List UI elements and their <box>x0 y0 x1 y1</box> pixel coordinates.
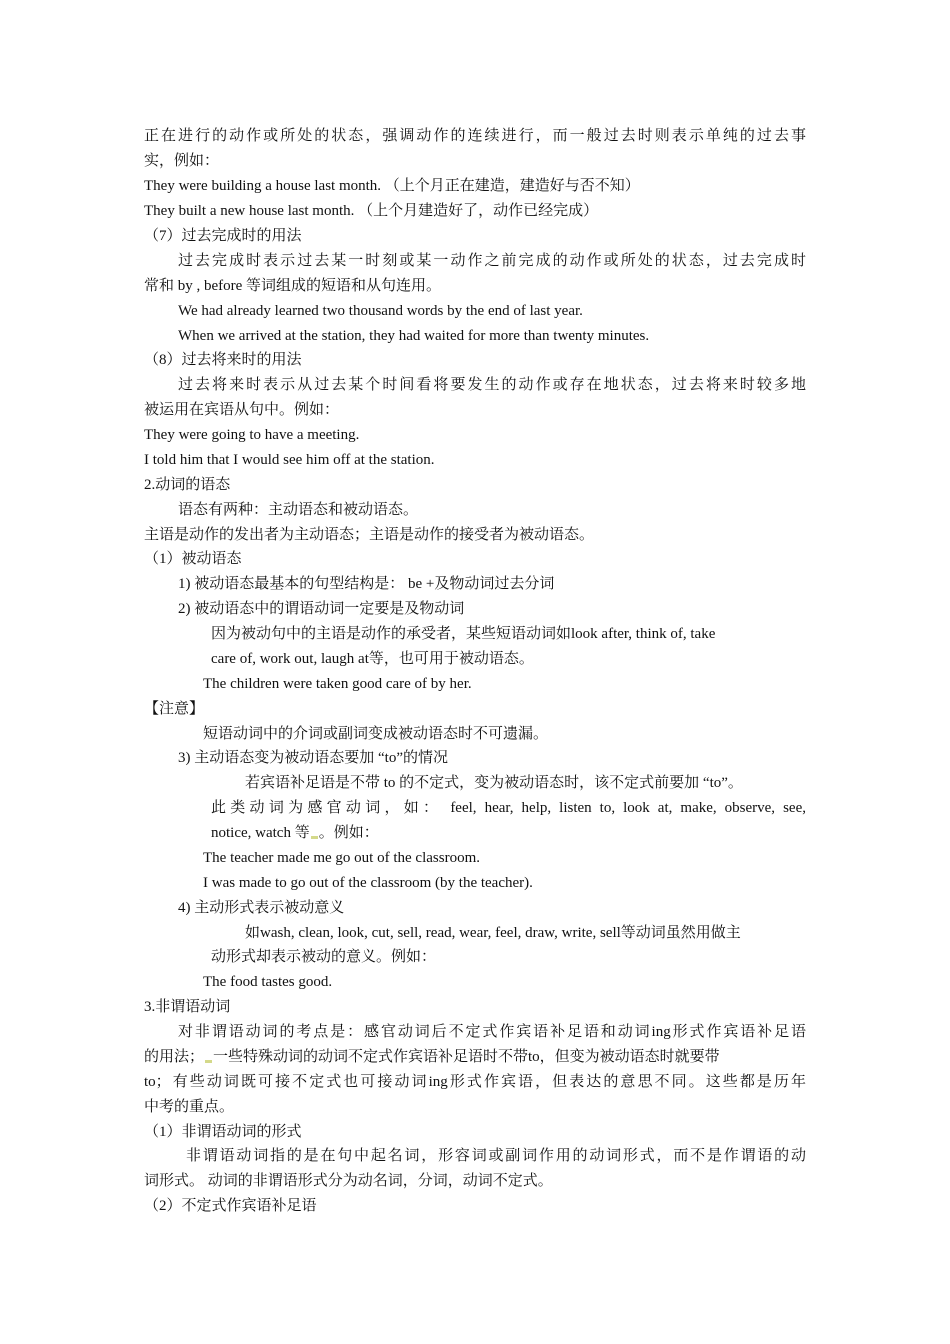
text-line <box>211 823 379 843</box>
text-line: to；有些动词既可接不定式也可接动词ing形式作宾语，但表达的意思不同。这些都是历年 <box>144 1074 806 1090</box>
example-sentence: I told him that I would see him off at the station. <box>144 452 435 468</box>
list-item: 1) 被动语态最基本的句型结构是： be +及物动词过去分词 <box>178 576 555 592</box>
highlight-mark <box>311 836 318 839</box>
example-sentence: When we arrived at the station, they had waited for more than twenty minutes. <box>178 328 650 344</box>
text-line: 对非谓语动词的考点是：感官动词后不定式作宾语补足语和动词ing形式作宾语补足语 <box>178 1024 806 1040</box>
text-line: 因为被动句中的主语是动作的承受者，某些短语动词如look after, think of, take <box>211 626 716 642</box>
example-sentence: I was made to go out of the classroom (by the teacher). <box>203 875 533 891</box>
text-line: 语态有两种：主动语态和被动语态。 <box>178 502 419 518</box>
text-line: 此类动词为感官动词，如： feel, hear, help, listen to, look at, make, observe, see, <box>211 800 806 816</box>
note-heading: 【注意】 <box>144 701 205 717</box>
text-line: 被运用在宾语从句中。例如： <box>144 402 340 418</box>
section-heading: （8）过去将来时的用法 <box>144 352 302 368</box>
text-line: 中考的重点。 <box>144 1099 235 1115</box>
section-heading: 2.动词的语态 <box>144 477 231 493</box>
text-line: 如wash, clean, look, cut, sell, read, wear, feel, draw, write, sell等动词虽然用做主 <box>245 925 741 941</box>
text-line: 主语是动作的发出者为主动语态；主语是动作的接受者为被动语态。 <box>144 527 595 543</box>
text-line: 短语动词中的介词或副词变成被动语态时不可遗漏。 <box>203 726 549 742</box>
section-heading: （7）过去完成时的用法 <box>144 228 302 244</box>
text-line: care of, work out, laugh at等，也可用于被动语态。 <box>211 651 534 667</box>
section-heading: （2）不定式作宾语补足语 <box>144 1198 317 1214</box>
text-segment: 的用法； <box>144 1049 205 1065</box>
highlight-mark <box>205 1060 212 1063</box>
text-line: 常和 by , before 等词组成的短语和从句连用。 <box>144 278 442 294</box>
text-segment: 。例如： <box>318 825 379 841</box>
example-sentence: The children were taken good care of by her. <box>203 676 472 692</box>
section-heading: （1）被动语态 <box>144 551 242 567</box>
example-sentence: The food tastes good. <box>203 974 333 990</box>
text-line: 动形式却表示被动的意义。例如： <box>211 949 437 965</box>
text-line: 若宾语补足语是不带 to 的不定式，变为被动语态时，该不定式前要加 “to”。 <box>245 775 743 791</box>
text-line: 非谓语动词指的是在句中起名词，形容词或副词作用的动词形式，而不是作谓语的动 <box>186 1148 806 1164</box>
text-segment: 一些特殊动词的动词不定式作宾语补足语时不带to，但变为被动语态时就要带 <box>213 1049 720 1065</box>
example-sentence: The teacher made me go out of the classroom. <box>203 850 480 866</box>
text-line: They were building a house last month. （上个月正在建造，建造好与否不知） <box>144 178 640 194</box>
example-sentence: They were going to have a meeting. <box>144 427 360 443</box>
list-item: 2) 被动语态中的谓语动词一定要是及物动词 <box>178 601 465 617</box>
text-line <box>144 1047 720 1067</box>
list-item: 3) 主动语态变为被动语态要加 “to”的情况 <box>178 750 448 766</box>
text-line: 过去完成时表示过去某一时刻或某一动作之前完成的动作或所处的状态，过去完成时 <box>178 253 806 269</box>
list-item: 4) 主动形式表示被动意义 <box>178 900 345 916</box>
example-sentence: We had already learned two thousand words by the end of last year. <box>178 303 583 319</box>
text-line: 正在进行的动作或所处的状态，强调动作的连续进行，而一般过去时则表示单纯的过去事 <box>144 128 806 144</box>
text-line: 过去将来时表示从过去某个时间看将要发生的动作或存在地状态，过去将来时较多地 <box>178 377 806 393</box>
text-segment: notice, watch 等 <box>211 825 310 841</box>
text-line: They built a new house last month. （上个月建造好了，动作已经完成） <box>144 203 599 219</box>
section-heading: 3.非谓语动词 <box>144 999 231 1015</box>
text-line: 词形式。 动词的非谓语形式分为动名词，分词，动词不定式。 <box>144 1173 553 1189</box>
text-line: 实，例如： <box>144 153 220 169</box>
section-heading: （1）非谓语动词的形式 <box>144 1124 302 1140</box>
